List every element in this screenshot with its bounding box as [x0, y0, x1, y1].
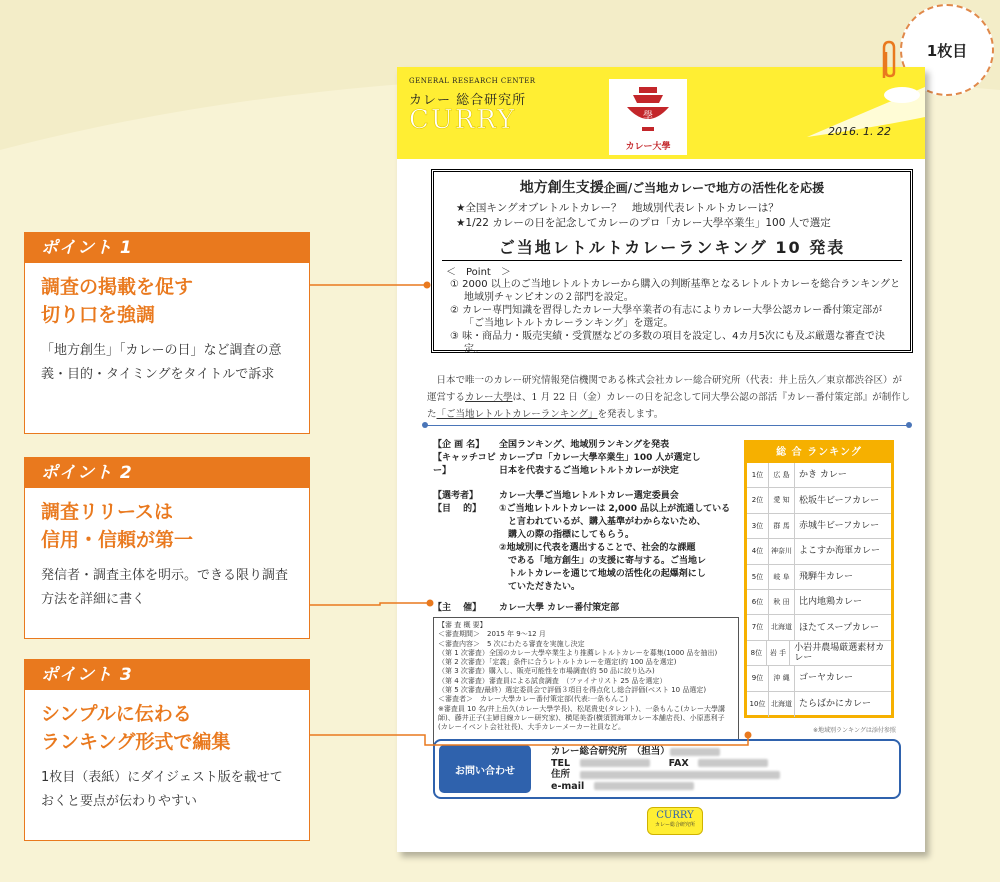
- rank-prefecture: 秋 田: [769, 590, 795, 614]
- plan-row: 【目 的】 ①ご当地レトルトカレーは 2,000 品以上が流通している と言われているが、購入基準がわからないため、 購入の際の指標にしてもらう。 ②地域別に代表を選出することで、社会的な課題 である「地方創生」の支援に寄与する。ご当地レ トルトカレーを通じて地域の活性化の起爆剤にし ていただきたい。: [433, 504, 731, 592]
- point-body: 発信者・調査主体を明示。できる限り調査方法を詳細に書く: [41, 568, 289, 607]
- footer-logo: CURRY カレー総合研究所: [647, 807, 703, 835]
- rank-number: 8位: [747, 641, 767, 665]
- contact-label: お問い合わせ: [439, 745, 531, 793]
- rank-curry-name: ゴーヤカレー: [799, 673, 854, 684]
- document-header: [397, 67, 925, 159]
- rank-number: 4位: [747, 539, 769, 563]
- rank-number: 1位: [747, 463, 769, 487]
- org-name-jp: カレー 総合研究所: [409, 93, 527, 108]
- rank-curry-name: 小岩井農場厳選素材カレー: [794, 642, 885, 663]
- point-item: ① 2000 以上のご当地レトルトカレーから購入の判断基準となるレトルトカレーを総合ランキングと地域別チャンピオンの２部門を設定。: [450, 279, 901, 303]
- headline-box: [431, 169, 913, 353]
- rank-number: 3位: [747, 514, 769, 538]
- rank-prefecture: 岐 阜: [769, 565, 795, 589]
- rank-prefecture: 北海道: [769, 615, 795, 639]
- rank-curry-name: かき カレー: [799, 470, 847, 481]
- point-item: ② カレー専門知識を習得したカレー大學卒業者の有志によりカレー大學公認カレー番付策定部が「ご当地レトルトカレーランキング」を選定。: [450, 305, 883, 329]
- rank-curry-name: 飛騨牛カレー: [799, 571, 854, 582]
- rank-number: 10位: [747, 692, 769, 717]
- rank-prefecture: 神奈川: [769, 539, 795, 563]
- logo-text: カレー大學: [625, 142, 671, 152]
- rank-prefecture: 広 島: [769, 463, 795, 487]
- point-card-3: [24, 659, 310, 841]
- plan-row: 【企 画 名】 全国ランキング、地域別ランキングを発表: [433, 440, 670, 450]
- rank-prefecture: 岩 手: [767, 641, 790, 665]
- point-label: ＜ Point ＞: [446, 267, 511, 278]
- point-item: ③ 味・商品力・販売実績・受賞歴などの多数の項目を設定し、4カ月5次にも及ぶ厳選な審査で決定。: [450, 331, 885, 355]
- point-title: シンプルに伝わる ランキング形式で編集: [41, 703, 231, 753]
- plan-row: 【主 催】 カレー大學 カレー番付策定部: [433, 603, 620, 613]
- ranking-note: ※地域別ランキングは添付参照: [813, 727, 896, 734]
- page-badge: 1枚目: [900, 4, 994, 96]
- point-header: ポイント 1: [25, 233, 309, 263]
- contact-info: カレー総合研究所 （担当） TEL FAX 住所 e-mail: [551, 746, 780, 792]
- point-body: 「地方創生」「カレーの日」など調査の意義・目的・タイミングをタイトルで訴求: [41, 343, 282, 382]
- release-date: 2016. 1. 22: [828, 125, 891, 138]
- point-title: 調査の掲載を促す 切り口を強調: [41, 276, 194, 326]
- rank-prefecture: 沖 縄: [769, 666, 795, 690]
- org-name-en: GENERAL RESEARCH CENTER: [409, 77, 536, 85]
- ranking-row: [747, 666, 891, 691]
- plan-row: 【キャッチコピー】 カレープロ「カレー大學卒業生」100 人が選定し 日本を代表するご当地レトルトカレーが決定: [433, 453, 701, 476]
- ranking-row: [747, 488, 891, 513]
- rank-prefecture: 北海道: [769, 692, 795, 717]
- ranking-row: [747, 641, 891, 666]
- rank-number: 9位: [747, 666, 769, 690]
- curry-university-logo: [609, 79, 687, 155]
- rank-curry-name: 松坂牛ビーフカレー: [799, 495, 880, 506]
- curry-bowl-icon: [609, 79, 687, 139]
- rank-prefecture: 群 馬: [769, 514, 795, 538]
- ranking-row: [747, 590, 891, 615]
- plan-details: [433, 439, 745, 615]
- contact-box: [433, 739, 901, 799]
- curry-logotype: CURRY: [409, 105, 517, 135]
- review-summary: 【審 査 概 要】 ＜審査期間＞ 2015 年 9～12 月 ＜審査内容＞ 5 次にわたる審査を実施し決定 （第 1 次審査）全国のカレー大學卒業生より推薦レトルトカレーを募集(1000 品を抽出) （第 2 次審査）「定義」条件に合うレトルトカレーを選定(約 100 品を選定) （第 3 次審査）購入し、販売可能性を市場調査(約 50 品に絞り込み) （第 4 次審査）審査員による試食調査 （ファイナリスト 25 品を選定） （第 5 次審査/最終）選定委員会で評価３項目を得点化し総合評価(ベスト 10 品選定) ＜審査者＞ カレー大學カレー番付策定部(代表:一条もんこ) ※審査員 10 名/井上岳久(カレー大學学長)、松尾貴史(タレント)、一条もんこ(カレー大學講師)、藤井正子(主婦目線カレー研究家)、横尾美香(横須賀海軍カレー本舗店長)、小原恵利子(カレーイベント会社社長)、大手カレーメーカー社員など。: [433, 617, 739, 747]
- spoon-decoration: [777, 67, 925, 159]
- point-title: 調査リリースは 信用・信頼が第一: [41, 501, 194, 551]
- point-card-2: [24, 457, 310, 639]
- point-header: ポイント 2: [25, 458, 309, 488]
- press-release-document: [397, 67, 925, 852]
- rank-number: 5位: [747, 565, 769, 589]
- rank-number: 7位: [747, 615, 769, 639]
- ranking-row: [747, 565, 891, 590]
- rank-curry-name: 比内地鶏カレー: [799, 597, 863, 608]
- ranking-row: [747, 692, 891, 717]
- point-body: 1枚目（表紙）にダイジェスト版を載せておくと要点が伝わりやすい: [41, 770, 283, 809]
- divider-dot: [906, 422, 912, 428]
- rank-number: 2位: [747, 488, 769, 512]
- divider-line: [425, 425, 909, 426]
- rank-curry-name: ほたてスープカレー: [799, 622, 880, 633]
- svg-text:學: 學: [643, 111, 653, 122]
- headline-title: 地方創生支援企画/ご当地カレーで地方の活性化を応援: [519, 180, 825, 196]
- ranking-title: 総 合 ランキング: [747, 443, 891, 463]
- paperclip-icon: [878, 40, 898, 82]
- ranking-table: [744, 440, 894, 718]
- plan-row: 【選考者】 カレー大學ご当地レトルトカレー選定委員会: [433, 491, 679, 501]
- point-card-1: [24, 232, 310, 434]
- rank-curry-name: 赤城牛ビーフカレー: [799, 520, 880, 531]
- headline-main: ご当地レトルトカレーランキング 10 発表: [442, 235, 902, 261]
- ranking-row: [747, 514, 891, 539]
- point-header: ポイント 3: [25, 660, 309, 690]
- rank-curry-name: たらばかにカレー: [799, 699, 872, 710]
- rank-number: 6位: [747, 590, 769, 614]
- headline-subtitle: ★全国キングオブレトルトカレー？ 地域別代表レトルトカレーは？ ★1/22 カレーの日を記念してカレーのプロ「カレー大學卒業生」100 人で選定: [456, 202, 831, 229]
- rank-curry-name: よこすか海軍カレー: [799, 546, 881, 557]
- ranking-row: [747, 463, 891, 488]
- ranking-row: [747, 615, 891, 640]
- point-list: [450, 278, 902, 356]
- ranking-row: [747, 539, 891, 564]
- intro-paragraph: 日本で唯一のカレー研究情報発信機関である株式会社カレー総合研究所（代表：井上岳久／東京都渋谷区）が 運営するカレー大學は、1 月 22 日（金）カレーの日を記念して同大學公認の部活『カレー番付策定部』が制作し た「ご当地レトルトカレーランキング」を発表します。: [427, 375, 911, 420]
- rank-prefecture: 愛 知: [769, 488, 795, 512]
